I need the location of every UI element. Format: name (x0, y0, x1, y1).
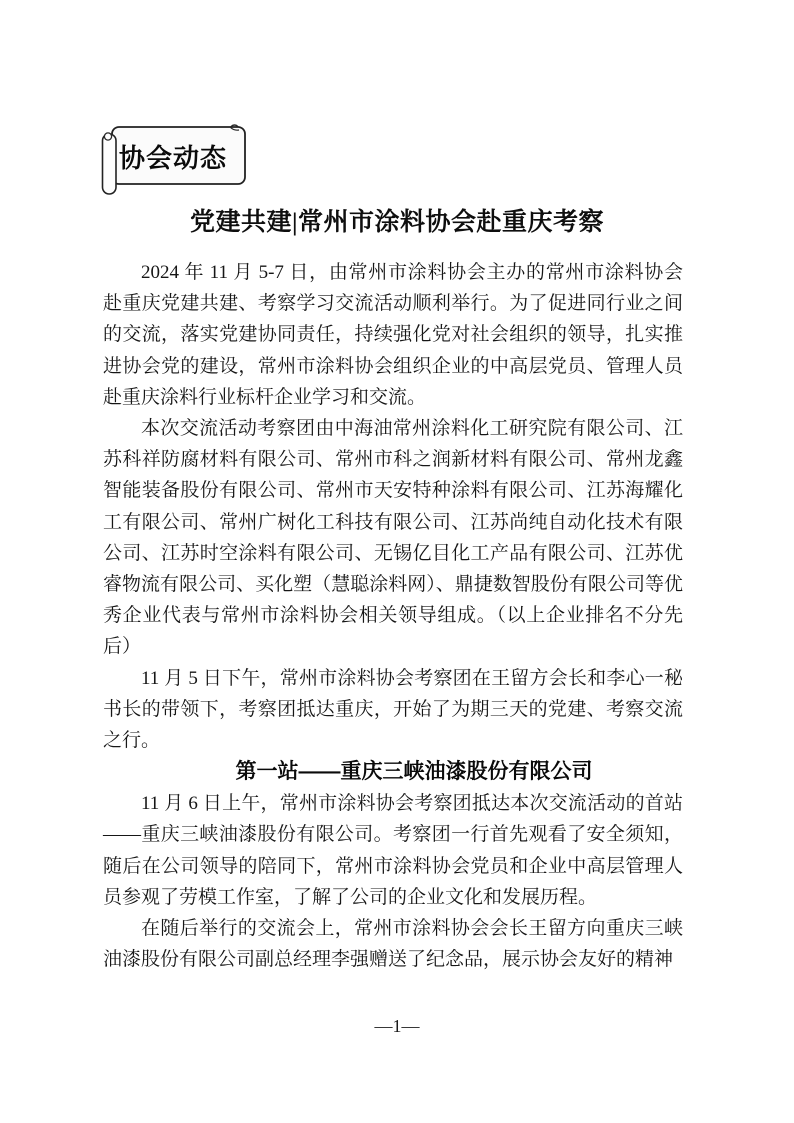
banner-label: 协会动态 (118, 144, 227, 173)
document-body (103, 257, 683, 975)
paragraph-intro: 2024 年 11 月 5-7 日，由常州市涂料协会主办的常州市涂料协会赴重庆党建共建、考察学习交流活动顺利举行。为了促进同行业之间的交流，落实党建协同责任，持续强化党对社会组织的领导，扎实推进协会党的建设，常州市涂料协会组织企业的中高层党员、管理人员赴重庆涂料行业标杆企业学习和交流。 (103, 262, 683, 408)
paragraph-exchange-meeting: 在随后举行的交流会上，常州市涂料协会会长王留方向重庆三峡油漆股份有限公司副总经理李强赠送了纪念品，展示协会友好的精神 (103, 918, 683, 971)
section-banner (99, 121, 249, 203)
section-heading-first-stop: 第一站——重庆三峡油漆股份有限公司 (235, 760, 593, 784)
paragraph-first-stop-visit: 11 月 6 日上午，常州市涂料协会考察团抵达本次交流活动的首站——重庆三峡油漆股份有限公司。考察团一行首先观看了安全须知，随后在公司领导的陪同下，常州市涂料协会党员和企业中高层管理人员参观了劳模工作室，了解了公司的企业文化和发展历程。 (103, 793, 683, 908)
paragraph-arrival: 11 月 5 日下午，常州市涂料协会考察团在王留方会长和李心一秘书长的带领下，考察团抵达重庆，开始了为期三天的党建、考察交流之行。 (103, 667, 683, 752)
paragraph-delegation-companies: 本次交流活动考察团由中海油常州涂料化工研究院有限公司、江苏科祥防腐材料有限公司、常州市科之润新材料有限公司、常州龙鑫智能装备股份有限公司、常州市天安特种涂料有限公司、江苏海耀化工有限公司、常州广树化工科技有限公司、江苏尚纯自动化技术有限公司、江苏时空涂料有限公司、无锡亿目化工产品有限公司、江苏优睿物流有限公司、买化塑（慧聪涂料网）、鼎捷数智股份有限公司等优秀企业代表与常州市涂料协会相关领导组成。（以上企业排名不分先后） (103, 418, 683, 658)
document-title: 党建共建|常州市涂料协会赴重庆考察 (189, 209, 604, 236)
page-number: —1— (374, 1016, 420, 1036)
